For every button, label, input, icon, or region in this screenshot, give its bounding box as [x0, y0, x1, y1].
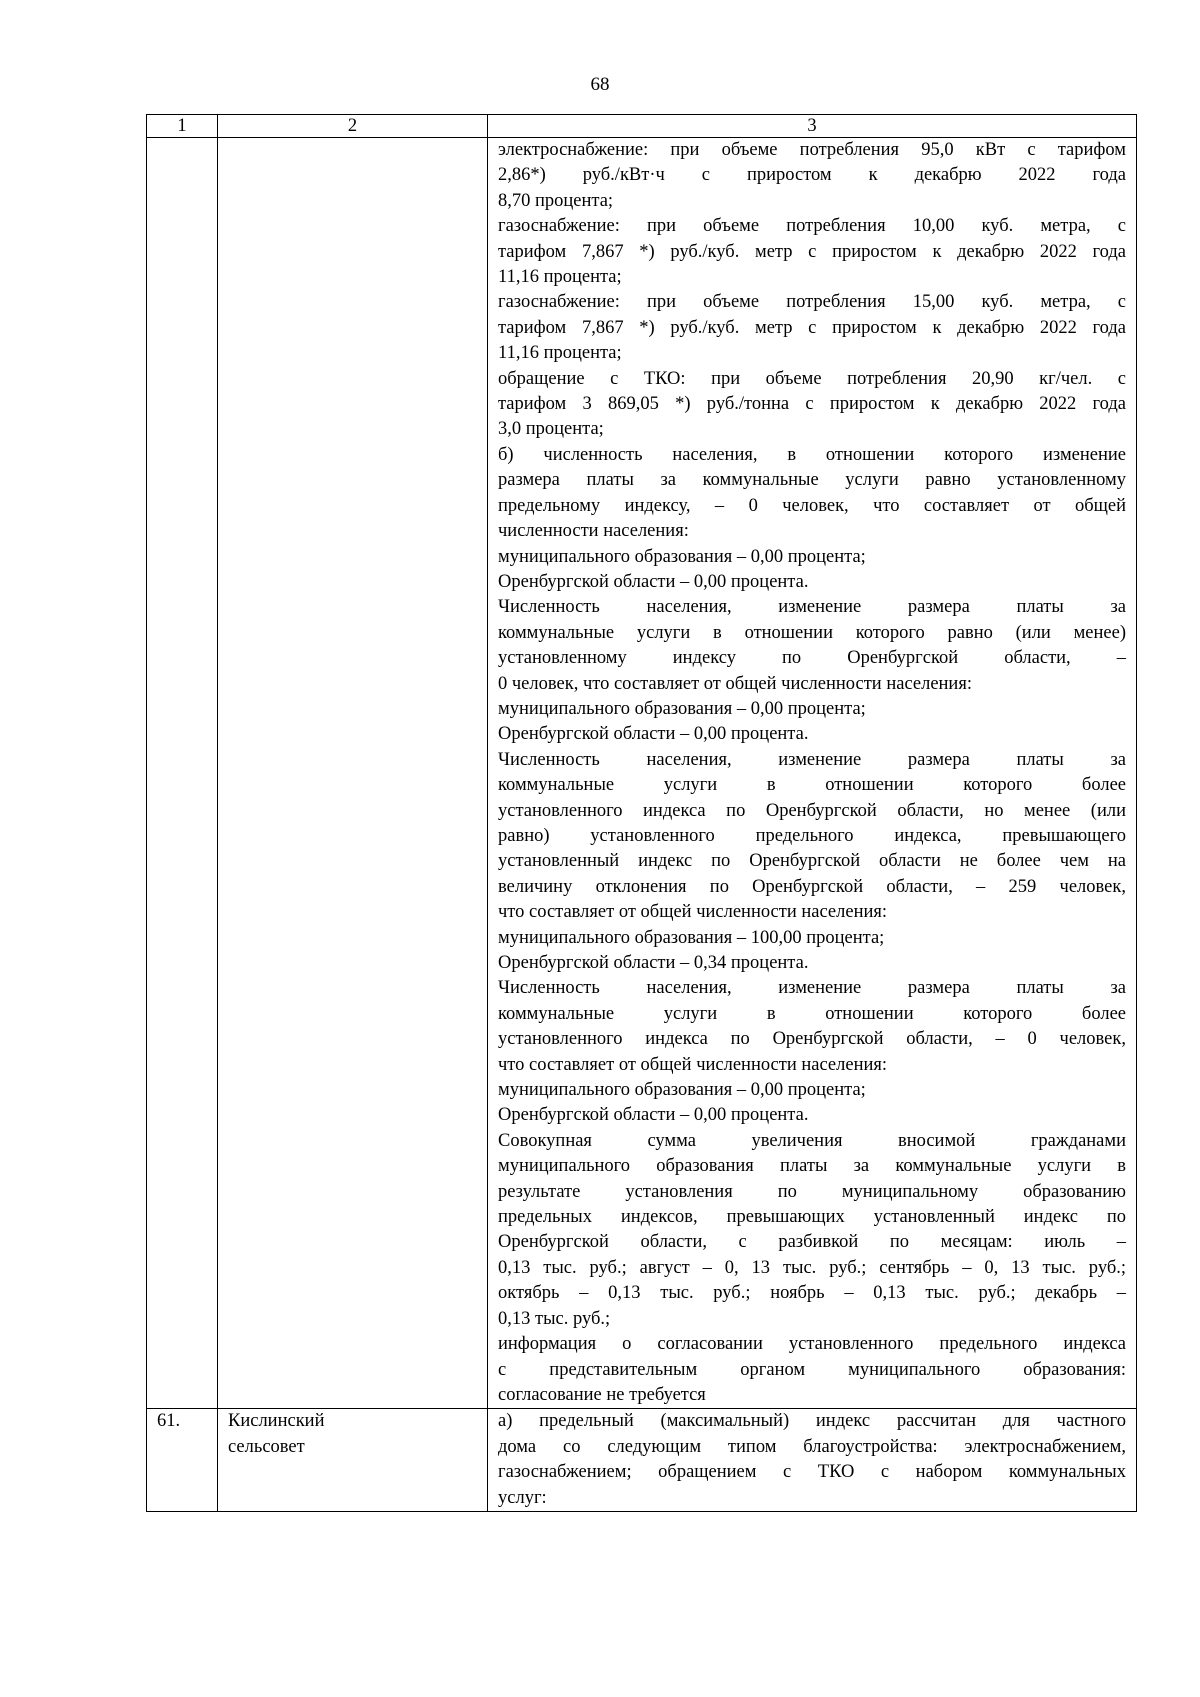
text-line: тарифом 7,867 *) руб./куб. метр с приростом к декабрю 2022 года: [498, 317, 1126, 338]
table-header-row: [147, 115, 1137, 138]
text-line: дома со следующим типом благоустройства: электроснабжением,: [498, 1436, 1126, 1457]
text-line: Оренбургской области – 0,00 процента.: [498, 724, 809, 745]
description-cell: [488, 1409, 1137, 1512]
text-line: б) численность населения, в отношении которого изменение: [498, 444, 1126, 465]
text-line: тарифом 3 869,05 *) руб./тонна с приростом к декабрю 2022 года: [498, 394, 1126, 415]
text-line: муниципального образования платы за коммунальные услуги в: [498, 1156, 1126, 1177]
text-line: Оренбургской области, с разбивкой по месяцам: июль –: [498, 1232, 1126, 1253]
text-line: муниципального образования – 0,00 процента;: [498, 698, 866, 719]
column-header-3: 3: [488, 115, 1137, 138]
text-line: 3,0 процента;: [498, 419, 604, 440]
text-line: газоснабжение: при объеме потребления 15,00 куб. метра, с: [498, 292, 1126, 313]
text-line: муниципального образования – 0,00 процента;: [498, 1080, 866, 1101]
text-line: величину отклонения по Оренбургской области, – 259 человек,: [498, 876, 1126, 897]
text-line: предельному индексу, – 0 человек, что составляет от общей: [498, 495, 1126, 516]
text-line: установленного индекса по Оренбургской области, но менее (или: [498, 800, 1126, 821]
municipality-name-cell: [218, 138, 488, 1409]
indices-table: [146, 114, 1137, 1512]
text-line: коммунальные услуги в отношении которого более: [498, 1003, 1126, 1024]
text-line: Численность населения, изменение размера платы за: [498, 749, 1126, 770]
row-number-cell: 61.: [147, 1409, 218, 1512]
text-line: что составляет от общей численности населения:: [498, 1054, 888, 1075]
text-line: 0,13 тыс. руб.; август – 0, 13 тыс. руб.; сентябрь – 0, 13 тыс. руб.;: [498, 1257, 1126, 1278]
text-line: Численность населения, изменение размера платы за: [498, 597, 1126, 618]
text-line: с представительным органом муниципального образования:: [498, 1359, 1126, 1380]
text-line: 11,16 процента;: [498, 343, 622, 364]
text-line: Оренбургской области – 0,00 процента.: [498, 1105, 809, 1126]
text-line: предельных индексов, превышающих установленный индекс по: [498, 1207, 1126, 1228]
text-line: обращение с ТКО: при объеме потребления 20,90 кг/чел. с: [498, 368, 1126, 389]
municipality-name-line: Кислинский: [228, 1411, 325, 1432]
text-line: муниципального образования – 100,00 процента;: [498, 927, 885, 948]
text-line: результате установления по муниципальному образованию: [498, 1181, 1126, 1202]
text-line: 0,13 тыс. руб.;: [498, 1308, 611, 1329]
text-line: а) предельный (максимальный) индекс рассчитан для частного: [498, 1411, 1126, 1432]
text-line: электроснабжение: при объеме потребления 95,0 кВт с тарифом: [498, 140, 1126, 160]
text-line: Численность населения, изменение размера платы за: [498, 978, 1126, 999]
text-line: газоснабжением; обращением с ТКО с набором коммунальных: [498, 1462, 1126, 1483]
column-header-2: 2: [218, 115, 488, 138]
text-line: равно) установленного предельного индекса, превышающего: [498, 825, 1126, 846]
text-line: согласование не требуется: [498, 1384, 706, 1405]
text-line: газоснабжение: при объеме потребления 10,00 куб. метра, с: [498, 216, 1126, 237]
text-line: 0 человек, что составляет от общей численности населения:: [498, 673, 972, 694]
text-line: Совокупная сумма увеличения вносимой гражданами: [498, 1130, 1126, 1151]
text-line: коммунальные услуги в отношении которого более: [498, 775, 1126, 796]
text-line: установленный индекс по Оренбургской области не более чем на: [498, 851, 1126, 872]
text-line: установленному индексу по Оренбургской области, –: [498, 648, 1126, 669]
text-line: информация о согласовании установленного предельного индекса: [498, 1334, 1126, 1355]
table-row-61: [147, 1409, 1137, 1512]
text-line: размера платы за коммунальные услуги равно установленному: [498, 470, 1126, 491]
text-line: что составляет от общей численности населения:: [498, 902, 888, 923]
text-line: коммунальные услуги в отношении которого равно (или менее): [498, 622, 1126, 643]
column-header-1: 1: [147, 115, 218, 138]
row-number-cell: [147, 138, 218, 1409]
text-line: установленного индекса по Оренбургской области, – 0 человек,: [498, 1029, 1126, 1050]
text-line: 2,86*) руб./кВт·ч с приростом к декабрю 2022 года: [498, 165, 1126, 186]
text-line: 11,16 процента;: [498, 267, 622, 288]
text-line: численности населения:: [498, 521, 689, 542]
municipality-name-line: сельсовет: [228, 1436, 305, 1457]
text-line: 8,70 процента;: [498, 190, 614, 211]
municipality-name-cell: [218, 1409, 488, 1512]
text-line: Оренбургской области – 0,34 процента.: [498, 953, 809, 973]
table-row-continuation: [147, 138, 1137, 1409]
text-line: Оренбургской области – 0,00 процента.: [498, 571, 809, 592]
description-cell: [488, 138, 1137, 1409]
text-line: муниципального образования – 0,00 процента;: [498, 546, 866, 567]
page-number: 68: [590, 74, 610, 95]
text-line: октябрь – 0,13 тыс. руб.; ноябрь – 0,13 тыс. руб.; декабрь –: [498, 1283, 1126, 1304]
text-line: тарифом 7,867 *) руб./куб. метр с приростом к декабрю 2022 года: [498, 241, 1126, 262]
text-line: услуг:: [498, 1487, 547, 1508]
